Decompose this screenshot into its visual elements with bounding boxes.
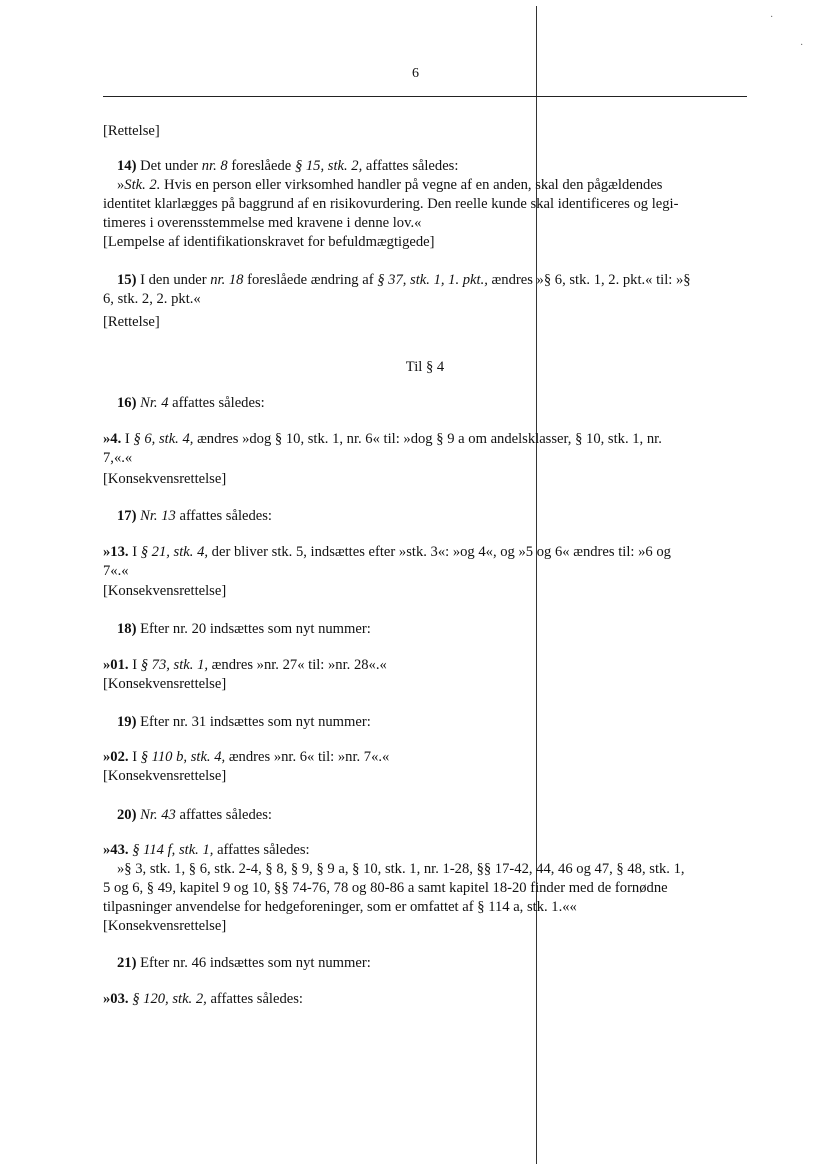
item-number: 20) [117,807,137,823]
ref: § 37, stk. 1, 1. pkt., [377,272,488,288]
item-16-note: [Konsekvensrettelse] [103,471,227,487]
ref: Nr. 13 [140,508,176,524]
item-21-para: »03. § 120, stk. 2, affattes således: [103,991,303,1007]
ref: Stk. 2. [124,177,161,193]
item-number: 19) [117,714,137,730]
item-16-heading: 16) Nr. 4 affattes således: [117,395,265,411]
item-14-quote-line2: identitet klarlægges på baggrund af en risikovurdering. Den reelle kunde skal identificeres og legi- [103,196,679,212]
item-17-para-line2: 7«.« [103,563,129,579]
ref: nr. 18 [210,272,244,288]
page-number: 6 [412,66,419,81]
item-14-note: [Lempelse af identifikationskravet for befuldmægtigede] [103,234,435,250]
ref: Nr. 43 [140,807,176,823]
item-number: 15) [117,272,137,288]
item-15-line2: 6, stk. 2, 2. pkt.« [103,291,201,307]
item-20-quote-line1: »§ 3, stk. 1, § 6, stk. 2-4, § 8, § 9, § 9 a, § 10, stk. 1, nr. 1-28, §§ 17-42, 44, 46 og 47, § 48, stk. 1, [117,861,685,877]
ref: § 114 f, stk. 1, [132,842,214,858]
item-15-note: [Rettelse] [103,314,160,330]
item-20-heading: 20) Nr. 43 affattes således: [117,807,272,823]
item-number: 18) [117,621,137,637]
header-rule [103,96,747,97]
item-20-quote-line3: tilpasninger anvendelse for hedgeforeninger, som er omfattet af § 114 a, stk. 1.«« [103,899,577,915]
item-14-heading: 14) Det under nr. 8 foreslåede § 15, stk. 2, affattes således: [117,158,459,174]
item-number: 16) [117,395,137,411]
item-20-para: »43. § 114 f, stk. 1, affattes således: [103,842,310,858]
item-number: 17) [117,508,137,524]
section-heading: Til § 4 [405,359,445,375]
ref: § 6, stk. 4, [133,431,194,447]
item-number: 14) [117,158,137,174]
item-20-note: [Konsekvensrettelse] [103,918,227,934]
item-19-heading: 19) Efter nr. 31 indsættes som nyt nummer: [117,714,371,730]
ref: § 21, stk. 4, [140,544,209,560]
item-14-quote-line3: timeres i overensstemmelse med kravene i denne lov.« [103,215,422,231]
scan-dot: · [800,40,804,51]
item-19-para: »02. I § 110 b, stk. 4, ændres »nr. 6« til: »nr. 7«.« [103,749,390,765]
item-18-para: »01. I § 73, stk. 1, ændres »nr. 27« til: »nr. 28«.« [103,657,387,673]
ref: § 120, stk. 2, [132,991,207,1007]
item-14-quote-line1: »Stk. 2. Hvis en person eller virksomhed handler på vegne af en anden, skal den pågældendes [117,177,663,193]
ref: § 73, stk. 1, [140,657,209,673]
item-18-note: [Konsekvensrettelse] [103,676,227,692]
scan-dot: · [770,12,774,23]
item-21-heading: 21) Efter nr. 46 indsættes som nyt nummer: [117,955,371,971]
item-16-para-line2: 7,«.« [103,450,133,466]
item-17-note: [Konsekvensrettelse] [103,583,227,599]
ref: § 15, stk. 2, [294,158,363,174]
item-17-heading: 17) Nr. 13 affattes således: [117,508,272,524]
ref: § 110 b, stk. 4, [140,749,226,765]
note-rettelse: [Rettelse] [103,123,160,139]
item-16-para: »4. I § 6, stk. 4, ændres »dog § 10, stk. 1, nr. 6« til: »dog § 9 a om andelsklasser, § 10, stk. 1, nr. [103,431,662,447]
item-15-heading: 15) I den under nr. 18 foreslåede ændring af § 37, stk. 1, 1. pkt., ændres »§ 6, stk. 1, 2. pkt.« til: »§ [117,272,691,288]
item-18-heading: 18) Efter nr. 20 indsættes som nyt nummer: [117,621,371,637]
ref: nr. 8 [201,158,228,174]
ref: Nr. 4 [140,395,169,411]
item-number: 21) [117,955,137,971]
item-20-quote-line2: 5 og 6, § 49, kapitel 9 og 10, §§ 74-76, 78 og 80-86 a samt kapitel 18-20 finder med de fornødne [103,880,668,896]
item-17-para: »13. I § 21, stk. 4, der bliver stk. 5, indsættes efter »stk. 3«: »og 4«, og »5 og 6« ændres til: »6 og [103,544,671,560]
item-19-note: [Konsekvensrettelse] [103,768,227,784]
